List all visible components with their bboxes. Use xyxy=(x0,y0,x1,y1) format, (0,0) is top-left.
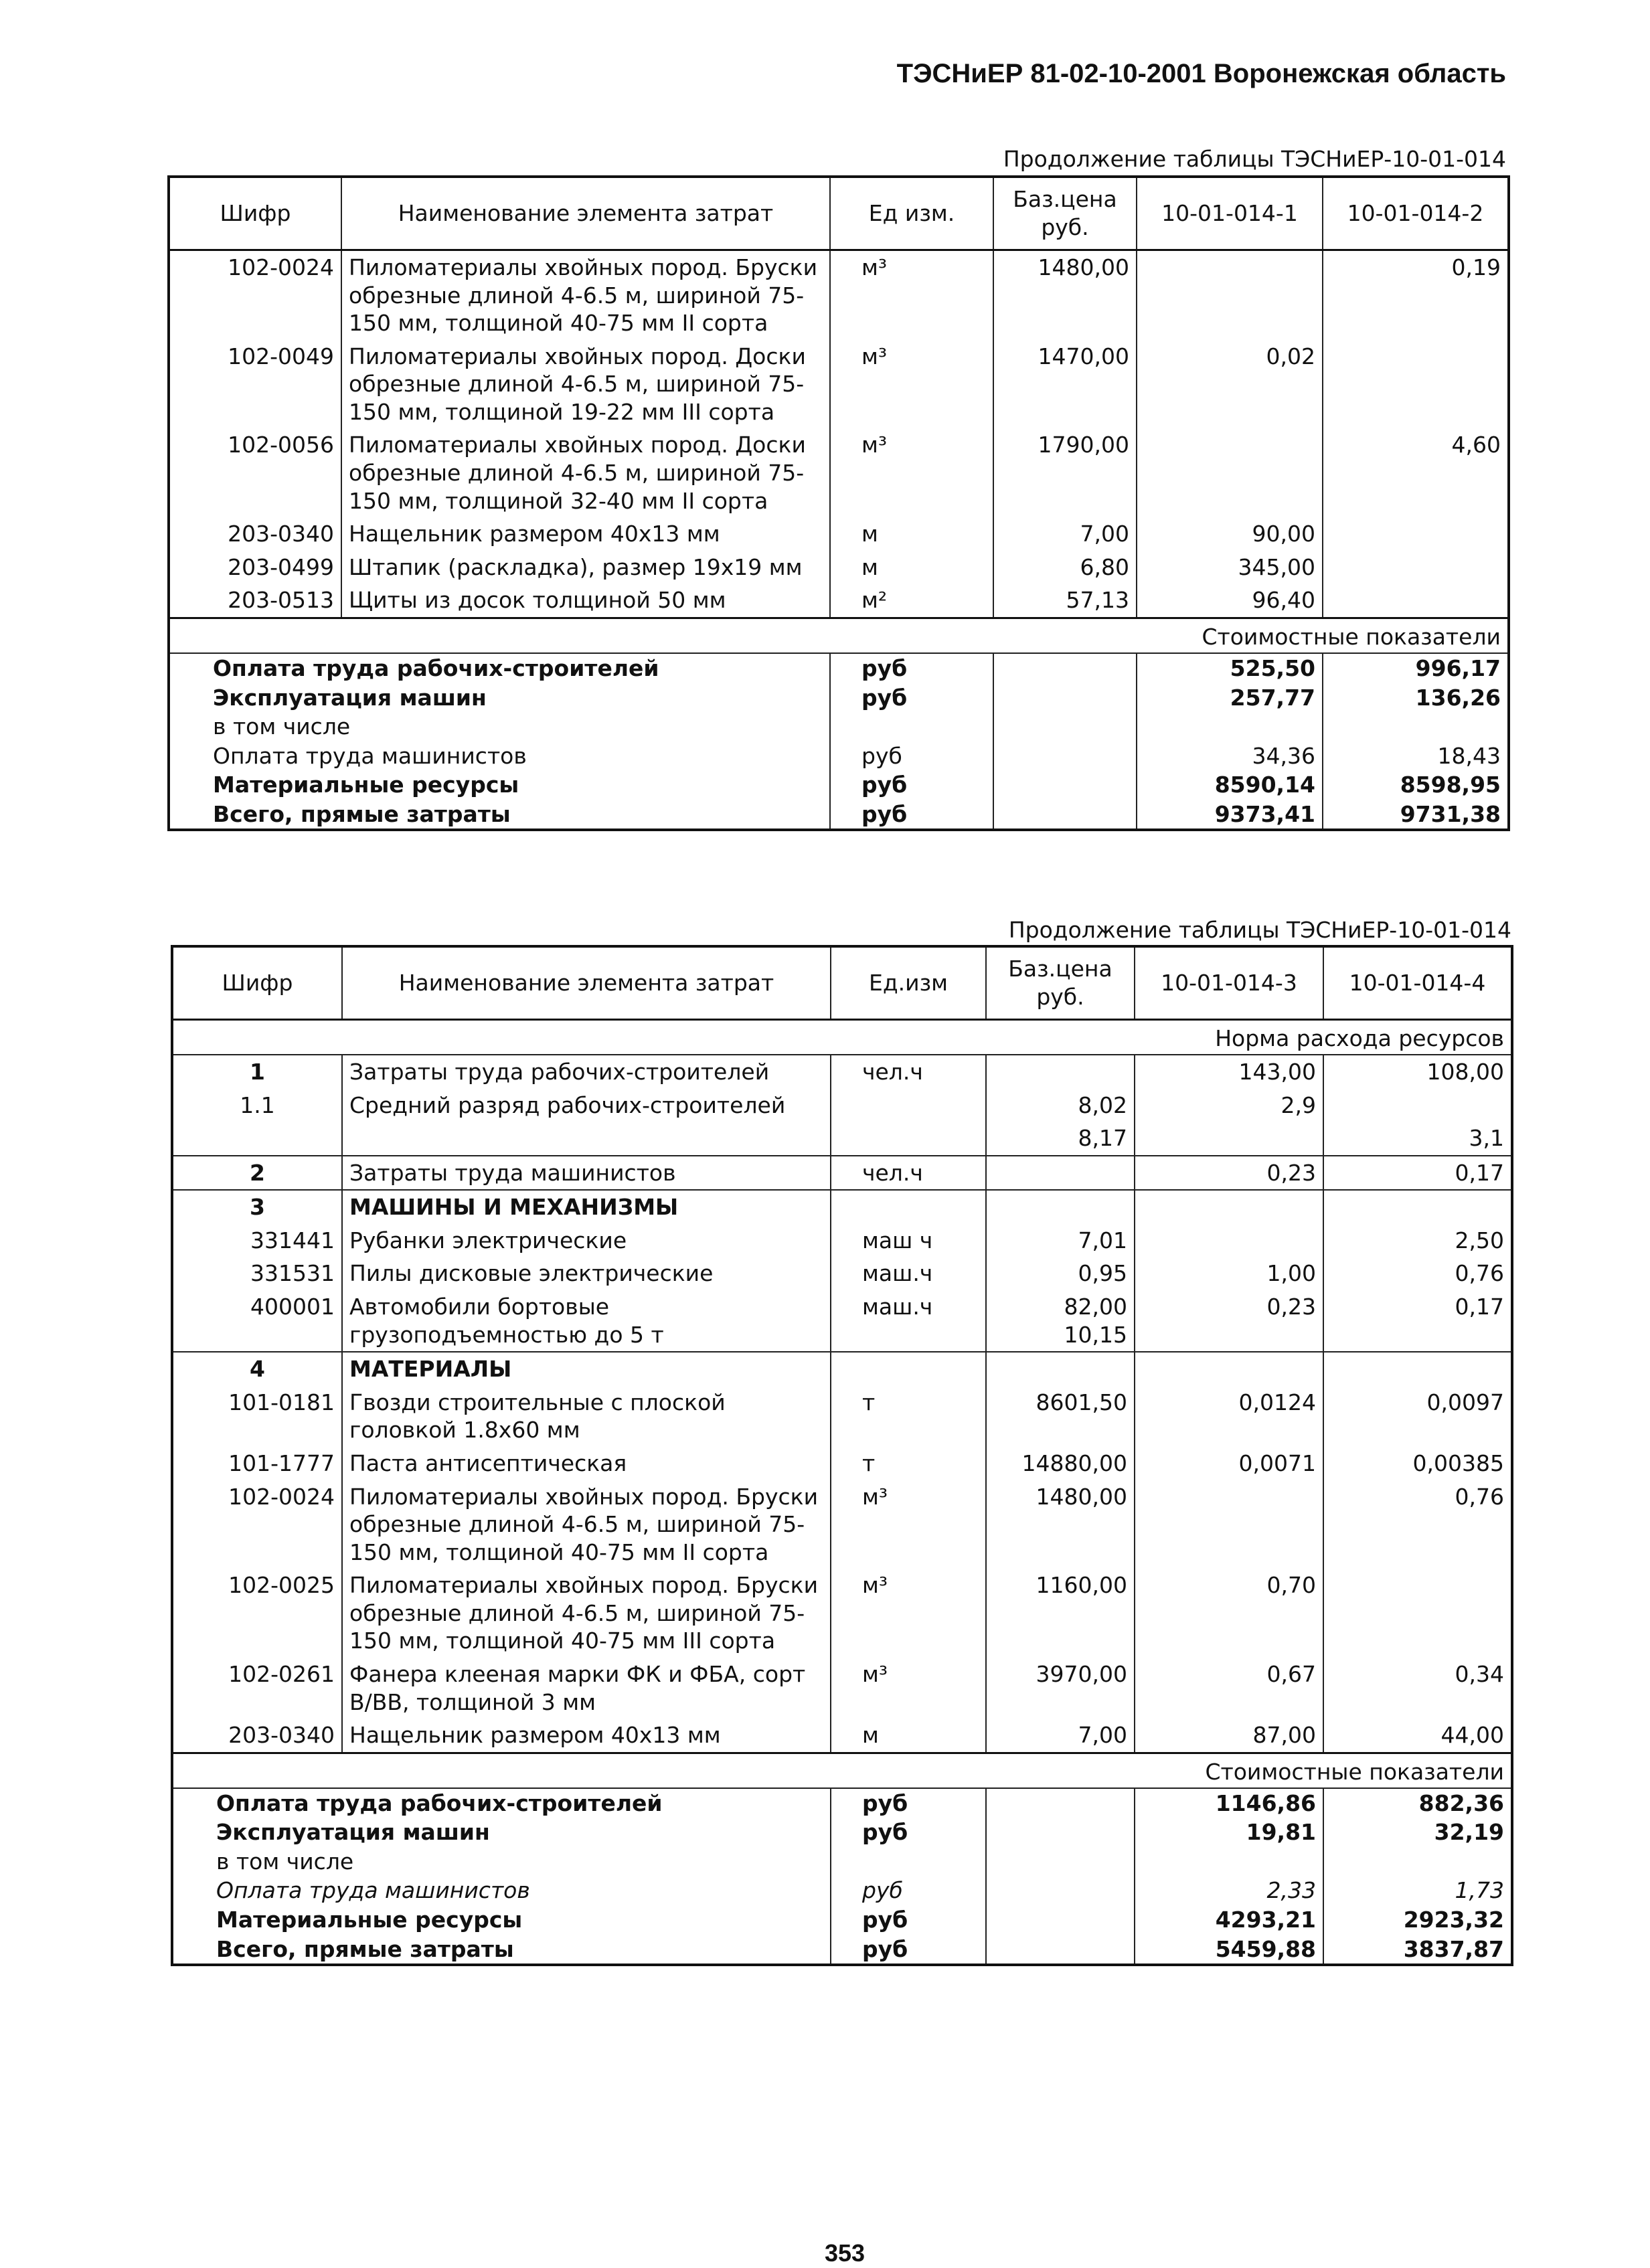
totals-unit: руб xyxy=(830,770,993,800)
table-row xyxy=(169,428,1509,517)
row-value-1: 0,02 xyxy=(1137,340,1323,429)
row-value-1 xyxy=(1135,1190,1323,1224)
column-header: 10-01-014-2 xyxy=(1323,177,1509,250)
row-value-1 xyxy=(1135,1122,1323,1156)
row-name: Средний разряд рабочих-строителей xyxy=(342,1089,831,1122)
row-value-1: 345,00 xyxy=(1137,551,1323,584)
column-header: Наименование элемента затрат xyxy=(342,946,831,1020)
resource-table-1 xyxy=(167,175,1510,831)
totals-value-1: 1146,86 xyxy=(1135,1788,1323,1818)
row-base-price: 1470,00 xyxy=(993,340,1137,429)
column-header: Баз.цена руб. xyxy=(993,177,1137,250)
totals-value-2: 18,43 xyxy=(1323,742,1509,771)
totals-name: Материальные ресурсы xyxy=(169,770,830,800)
row-unit: м³ xyxy=(830,250,993,340)
table-row xyxy=(172,1055,1512,1089)
row-code: 203-0499 xyxy=(169,551,341,584)
totals-blank xyxy=(986,1935,1135,1966)
row-unit: м xyxy=(831,1719,986,1753)
totals-name: Эксплуатация машин xyxy=(169,683,830,713)
row-value-2 xyxy=(1323,1569,1512,1658)
table-header-row xyxy=(172,946,1512,1020)
row-value-1: 0,0124 xyxy=(1135,1386,1323,1447)
row-base-price xyxy=(986,1055,1135,1089)
row-code: 331441 xyxy=(172,1224,342,1257)
totals-name: Оплата труда рабочих-строителей xyxy=(169,653,830,683)
totals-name: Оплата труда машинистов xyxy=(169,742,830,771)
row-value-1: 143,00 xyxy=(1135,1055,1323,1089)
row-name: Гвозди строительные с плоской головкой 1.8х60 мм xyxy=(342,1386,831,1447)
row-value-1: 90,00 xyxy=(1137,517,1323,551)
totals-value-2: 1,73 xyxy=(1323,1876,1512,1905)
totals-name: в том числе xyxy=(172,1847,831,1877)
row-value-1: 1,00 xyxy=(1135,1257,1323,1290)
totals-row xyxy=(172,1847,1512,1877)
section-label: Стоимостные показатели xyxy=(172,1753,1512,1788)
row-value-2: 4,60 xyxy=(1323,428,1509,517)
row-name: Нащельник размером 40х13 мм xyxy=(341,517,830,551)
row-value-1: 0,67 xyxy=(1135,1658,1323,1719)
row-base-price: 7,00 xyxy=(993,517,1137,551)
totals-value-2: 136,26 xyxy=(1323,683,1509,713)
row-base-price: 82,00 10,15 xyxy=(986,1290,1135,1352)
row-name: Штапик (раскладка), размер 19х19 мм xyxy=(341,551,830,584)
totals-value-1: 34,36 xyxy=(1137,742,1323,771)
totals-row xyxy=(169,742,1509,771)
row-name: Пиломатериалы хвойных пород. Бруски обрезные длиной 4-6.5 м, шириной 75-150 мм, толщиной 40-75 мм II сорта xyxy=(341,250,830,340)
table-row xyxy=(172,1156,1512,1191)
row-value-2: 44,00 xyxy=(1323,1719,1512,1753)
totals-row xyxy=(172,1905,1512,1935)
totals-value-1: 8590,14 xyxy=(1137,770,1323,800)
totals-value-2: 3837,87 xyxy=(1323,1935,1512,1966)
row-name: Паста антисептическая xyxy=(342,1447,831,1480)
totals-unit: руб xyxy=(831,1818,986,1847)
row-unit xyxy=(831,1122,986,1156)
totals-name: Оплата труда рабочих-строителей xyxy=(172,1788,831,1818)
table-row xyxy=(169,584,1509,618)
row-name: Пилы дисковые электрические xyxy=(342,1257,831,1290)
totals-row xyxy=(169,712,1509,742)
totals-value-2 xyxy=(1323,1847,1512,1877)
row-code: 102-0049 xyxy=(169,340,341,429)
row-value-1: 0,0071 xyxy=(1135,1447,1323,1480)
totals-value-2: 32,19 xyxy=(1323,1818,1512,1847)
row-value-2: 3,1 xyxy=(1323,1122,1512,1156)
row-unit: м³ xyxy=(830,340,993,429)
totals-blank xyxy=(986,1876,1135,1905)
row-code: 2 xyxy=(172,1156,342,1191)
row-name: Автомобили бортовые грузоподъемностью до 5 т xyxy=(342,1290,831,1352)
totals-name: Эксплуатация машин xyxy=(172,1818,831,1847)
totals-value-2: 9731,38 xyxy=(1323,800,1509,831)
table-row xyxy=(172,1257,1512,1290)
row-unit: м² xyxy=(830,584,993,618)
totals-value-1: 19,81 xyxy=(1135,1818,1323,1847)
table-row xyxy=(172,1352,1512,1386)
row-base-price: 1480,00 xyxy=(986,1480,1135,1569)
row-base-price: 8,17 xyxy=(986,1122,1135,1156)
totals-unit: руб xyxy=(831,1788,986,1818)
row-base-price: 8,02 xyxy=(986,1089,1135,1122)
totals-blank xyxy=(993,742,1137,771)
table-row xyxy=(169,340,1509,429)
row-value-1 xyxy=(1137,428,1323,517)
row-name: Рубанки электрические xyxy=(342,1224,831,1257)
totals-value-1: 5459,88 xyxy=(1135,1935,1323,1966)
row-unit: м³ xyxy=(831,1569,986,1658)
totals-value-2: 996,17 xyxy=(1323,653,1509,683)
row-code: 203-0513 xyxy=(169,584,341,618)
row-base-price: 7,01 xyxy=(986,1224,1135,1257)
table-row xyxy=(172,1386,1512,1447)
totals-name: Материальные ресурсы xyxy=(172,1905,831,1935)
row-name: Пиломатериалы хвойных пород. Доски обрезные длиной 4-6.5 м, шириной 75-150 мм, толщиной 19-22 мм III сорта xyxy=(341,340,830,429)
table-row xyxy=(172,1224,1512,1257)
row-name: Пиломатериалы хвойных пород. Бруски обрезные длиной 4-6.5 м, шириной 75-150 мм, толщиной 40-75 мм II сорта xyxy=(342,1480,831,1569)
row-name: МАШИНЫ И МЕХАНИЗМЫ xyxy=(342,1190,831,1224)
row-base-price: 1160,00 xyxy=(986,1569,1135,1658)
row-value-1: 0,23 xyxy=(1135,1156,1323,1191)
row-value-2 xyxy=(1323,1190,1512,1224)
totals-unit: руб xyxy=(830,742,993,771)
table-row xyxy=(172,1122,1512,1156)
totals-row xyxy=(172,1788,1512,1818)
row-value-2 xyxy=(1323,517,1509,551)
row-value-2: 0,0097 xyxy=(1323,1386,1512,1447)
row-value-2: 108,00 xyxy=(1323,1055,1512,1089)
row-value-1: 96,40 xyxy=(1137,584,1323,618)
totals-row xyxy=(172,1935,1512,1966)
totals-value-1: 525,50 xyxy=(1137,653,1323,683)
totals-row xyxy=(169,683,1509,713)
row-code: 4 xyxy=(172,1352,342,1386)
totals-unit xyxy=(830,712,993,742)
row-value-2 xyxy=(1323,551,1509,584)
table2-caption: Продолжение таблицы ТЭСНиЕР-10-01-014 xyxy=(1008,917,1511,943)
row-value-2: 0,17 xyxy=(1323,1290,1512,1352)
totals-blank xyxy=(986,1905,1135,1935)
document-header: ТЭСНиЕР 81-02-10-2001 Воронежская область xyxy=(896,59,1506,88)
row-code xyxy=(172,1122,342,1156)
row-value-1 xyxy=(1137,250,1323,340)
cost-indicators-row xyxy=(172,1753,1512,1788)
row-unit: маш.ч xyxy=(831,1290,986,1352)
row-unit: м xyxy=(830,551,993,584)
row-unit: м³ xyxy=(831,1658,986,1719)
row-code: 102-0024 xyxy=(172,1480,342,1569)
row-base-price: 57,13 xyxy=(993,584,1137,618)
totals-name: Всего, прямые затраты xyxy=(172,1935,831,1966)
totals-value-1 xyxy=(1137,712,1323,742)
table-row xyxy=(172,1089,1512,1122)
row-code: 102-0025 xyxy=(172,1569,342,1658)
row-value-2: 0,19 xyxy=(1323,250,1509,340)
row-base-price: 14880,00 xyxy=(986,1447,1135,1480)
totals-blank xyxy=(993,653,1137,683)
row-code: 102-0056 xyxy=(169,428,341,517)
totals-blank xyxy=(993,712,1137,742)
column-header: 10-01-014-4 xyxy=(1323,946,1512,1020)
row-unit: м³ xyxy=(830,428,993,517)
row-name: Щиты из досок толщиной 50 мм xyxy=(341,584,830,618)
row-name: Пиломатериалы хвойных пород. Доски обрезные длиной 4-6.5 м, шириной 75-150 мм, толщиной 32-40 мм II сорта xyxy=(341,428,830,517)
column-header: 10-01-014-3 xyxy=(1135,946,1323,1020)
row-value-2: 0,76 xyxy=(1323,1480,1512,1569)
totals-row xyxy=(172,1876,1512,1905)
row-name: Затраты труда машинистов xyxy=(342,1156,831,1191)
totals-unit: руб xyxy=(831,1876,986,1905)
row-base-price: 1790,00 xyxy=(993,428,1137,517)
row-unit xyxy=(831,1089,986,1122)
row-value-2: 0,17 xyxy=(1323,1156,1512,1191)
totals-unit: руб xyxy=(831,1935,986,1966)
table-row xyxy=(172,1719,1512,1753)
row-value-2 xyxy=(1323,1089,1512,1122)
row-code: 101-1777 xyxy=(172,1447,342,1480)
row-value-2: 0,34 xyxy=(1323,1658,1512,1719)
row-code: 101-0181 xyxy=(172,1386,342,1447)
row-base-price: 8601,50 xyxy=(986,1386,1135,1447)
row-code: 1 xyxy=(172,1055,342,1089)
resource-table-2 xyxy=(171,945,1513,1966)
row-value-2: 0,00385 xyxy=(1323,1447,1512,1480)
row-base-price: 0,95 xyxy=(986,1257,1135,1290)
totals-blank xyxy=(986,1788,1135,1818)
totals-value-2 xyxy=(1323,712,1509,742)
column-header: Баз.цена руб. xyxy=(986,946,1135,1020)
row-name: Фанера клееная марки ФК и ФБА, сорт В/ВВ, толщиной 3 мм xyxy=(342,1658,831,1719)
totals-value-1: 257,77 xyxy=(1137,683,1323,713)
section-label: Норма расхода ресурсов xyxy=(172,1020,1512,1055)
row-name xyxy=(342,1122,831,1156)
row-unit: маш ч xyxy=(831,1224,986,1257)
totals-value-1: 9373,41 xyxy=(1137,800,1323,831)
row-unit xyxy=(831,1352,986,1386)
totals-unit xyxy=(831,1847,986,1877)
totals-blank xyxy=(993,683,1137,713)
row-unit: чел.ч xyxy=(831,1055,986,1089)
row-value-1: 87,00 xyxy=(1135,1719,1323,1753)
row-value-2 xyxy=(1323,340,1509,429)
row-value-1 xyxy=(1135,1352,1323,1386)
totals-value-2: 882,36 xyxy=(1323,1788,1512,1818)
row-value-1: 0,70 xyxy=(1135,1569,1323,1658)
totals-row xyxy=(169,770,1509,800)
row-base-price: 3970,00 xyxy=(986,1658,1135,1719)
table1-caption: Продолжение таблицы ТЭСНиЕР-10-01-014 xyxy=(1003,146,1506,172)
row-code: 203-0340 xyxy=(169,517,341,551)
row-code: 1.1 xyxy=(172,1089,342,1122)
totals-name: Всего, прямые затраты xyxy=(169,800,830,831)
totals-blank xyxy=(986,1847,1135,1877)
table-row xyxy=(172,1480,1512,1569)
row-name: Нащельник размером 40х13 мм xyxy=(342,1719,831,1753)
column-header: Шифр xyxy=(172,946,342,1020)
norm-label-row xyxy=(172,1020,1512,1055)
table-row xyxy=(172,1290,1512,1352)
row-base-price: 7,00 xyxy=(986,1719,1135,1753)
page-number: 353 xyxy=(825,2239,865,2267)
row-value-1 xyxy=(1135,1480,1323,1569)
row-unit: чел.ч xyxy=(831,1156,986,1191)
row-code: 203-0340 xyxy=(172,1719,342,1753)
totals-unit: руб xyxy=(830,683,993,713)
totals-value-2: 2923,32 xyxy=(1323,1905,1512,1935)
row-value-1: 2,9 xyxy=(1135,1089,1323,1122)
cost-indicators-row xyxy=(169,618,1509,653)
row-name: МАТЕРИАЛЫ xyxy=(342,1352,831,1386)
column-header: Наименование элемента затрат xyxy=(341,177,830,250)
row-code: 3 xyxy=(172,1190,342,1224)
row-code: 331531 xyxy=(172,1257,342,1290)
row-value-2: 0,76 xyxy=(1323,1257,1512,1290)
table-row xyxy=(172,1658,1512,1719)
table-row xyxy=(169,551,1509,584)
column-header: 10-01-014-1 xyxy=(1137,177,1323,250)
row-value-1: 0,23 xyxy=(1135,1290,1323,1352)
totals-blank xyxy=(986,1818,1135,1847)
totals-row xyxy=(172,1818,1512,1847)
row-base-price: 6,80 xyxy=(993,551,1137,584)
table-row xyxy=(172,1569,1512,1658)
row-base-price xyxy=(986,1190,1135,1224)
column-header: Шифр xyxy=(169,177,341,250)
row-value-2: 2,50 xyxy=(1323,1224,1512,1257)
row-code: 400001 xyxy=(172,1290,342,1352)
row-base-price xyxy=(986,1156,1135,1191)
table-row xyxy=(169,517,1509,551)
totals-name: в том числе xyxy=(169,712,830,742)
table-row xyxy=(172,1190,1512,1224)
row-value-2 xyxy=(1323,584,1509,618)
row-code: 102-0024 xyxy=(169,250,341,340)
totals-unit: руб xyxy=(830,653,993,683)
row-code: 102-0261 xyxy=(172,1658,342,1719)
totals-unit: руб xyxy=(830,800,993,831)
totals-blank xyxy=(993,770,1137,800)
section-label: Стоимостные показатели xyxy=(169,618,1509,653)
row-unit: маш.ч xyxy=(831,1257,986,1290)
row-name: Пиломатериалы хвойных пород. Бруски обрезные длиной 4-6.5 м, шириной 75-150 мм, толщиной 40-75 мм III сорта xyxy=(342,1569,831,1658)
totals-row xyxy=(169,653,1509,683)
row-base-price xyxy=(986,1352,1135,1386)
totals-row xyxy=(169,800,1509,831)
row-unit: т xyxy=(831,1386,986,1447)
totals-value-2: 8598,95 xyxy=(1323,770,1509,800)
totals-value-1: 2,33 xyxy=(1135,1876,1323,1905)
row-unit: т xyxy=(831,1447,986,1480)
totals-name: Оплата труда машинистов xyxy=(172,1876,831,1905)
table-header-row xyxy=(169,177,1509,250)
totals-value-1 xyxy=(1135,1847,1323,1877)
table-row xyxy=(169,250,1509,340)
totals-blank xyxy=(993,800,1137,831)
row-base-price: 1480,00 xyxy=(993,250,1137,340)
row-unit: м xyxy=(830,517,993,551)
column-header: Ед изм. xyxy=(830,177,993,250)
row-unit xyxy=(831,1190,986,1224)
row-value-1 xyxy=(1135,1224,1323,1257)
row-unit: м³ xyxy=(831,1480,986,1569)
row-value-2 xyxy=(1323,1352,1512,1386)
totals-value-1: 4293,21 xyxy=(1135,1905,1323,1935)
column-header: Ед.изм xyxy=(831,946,986,1020)
table-row xyxy=(172,1447,1512,1480)
row-name: Затраты труда рабочих-строителей xyxy=(342,1055,831,1089)
totals-unit: руб xyxy=(831,1905,986,1935)
